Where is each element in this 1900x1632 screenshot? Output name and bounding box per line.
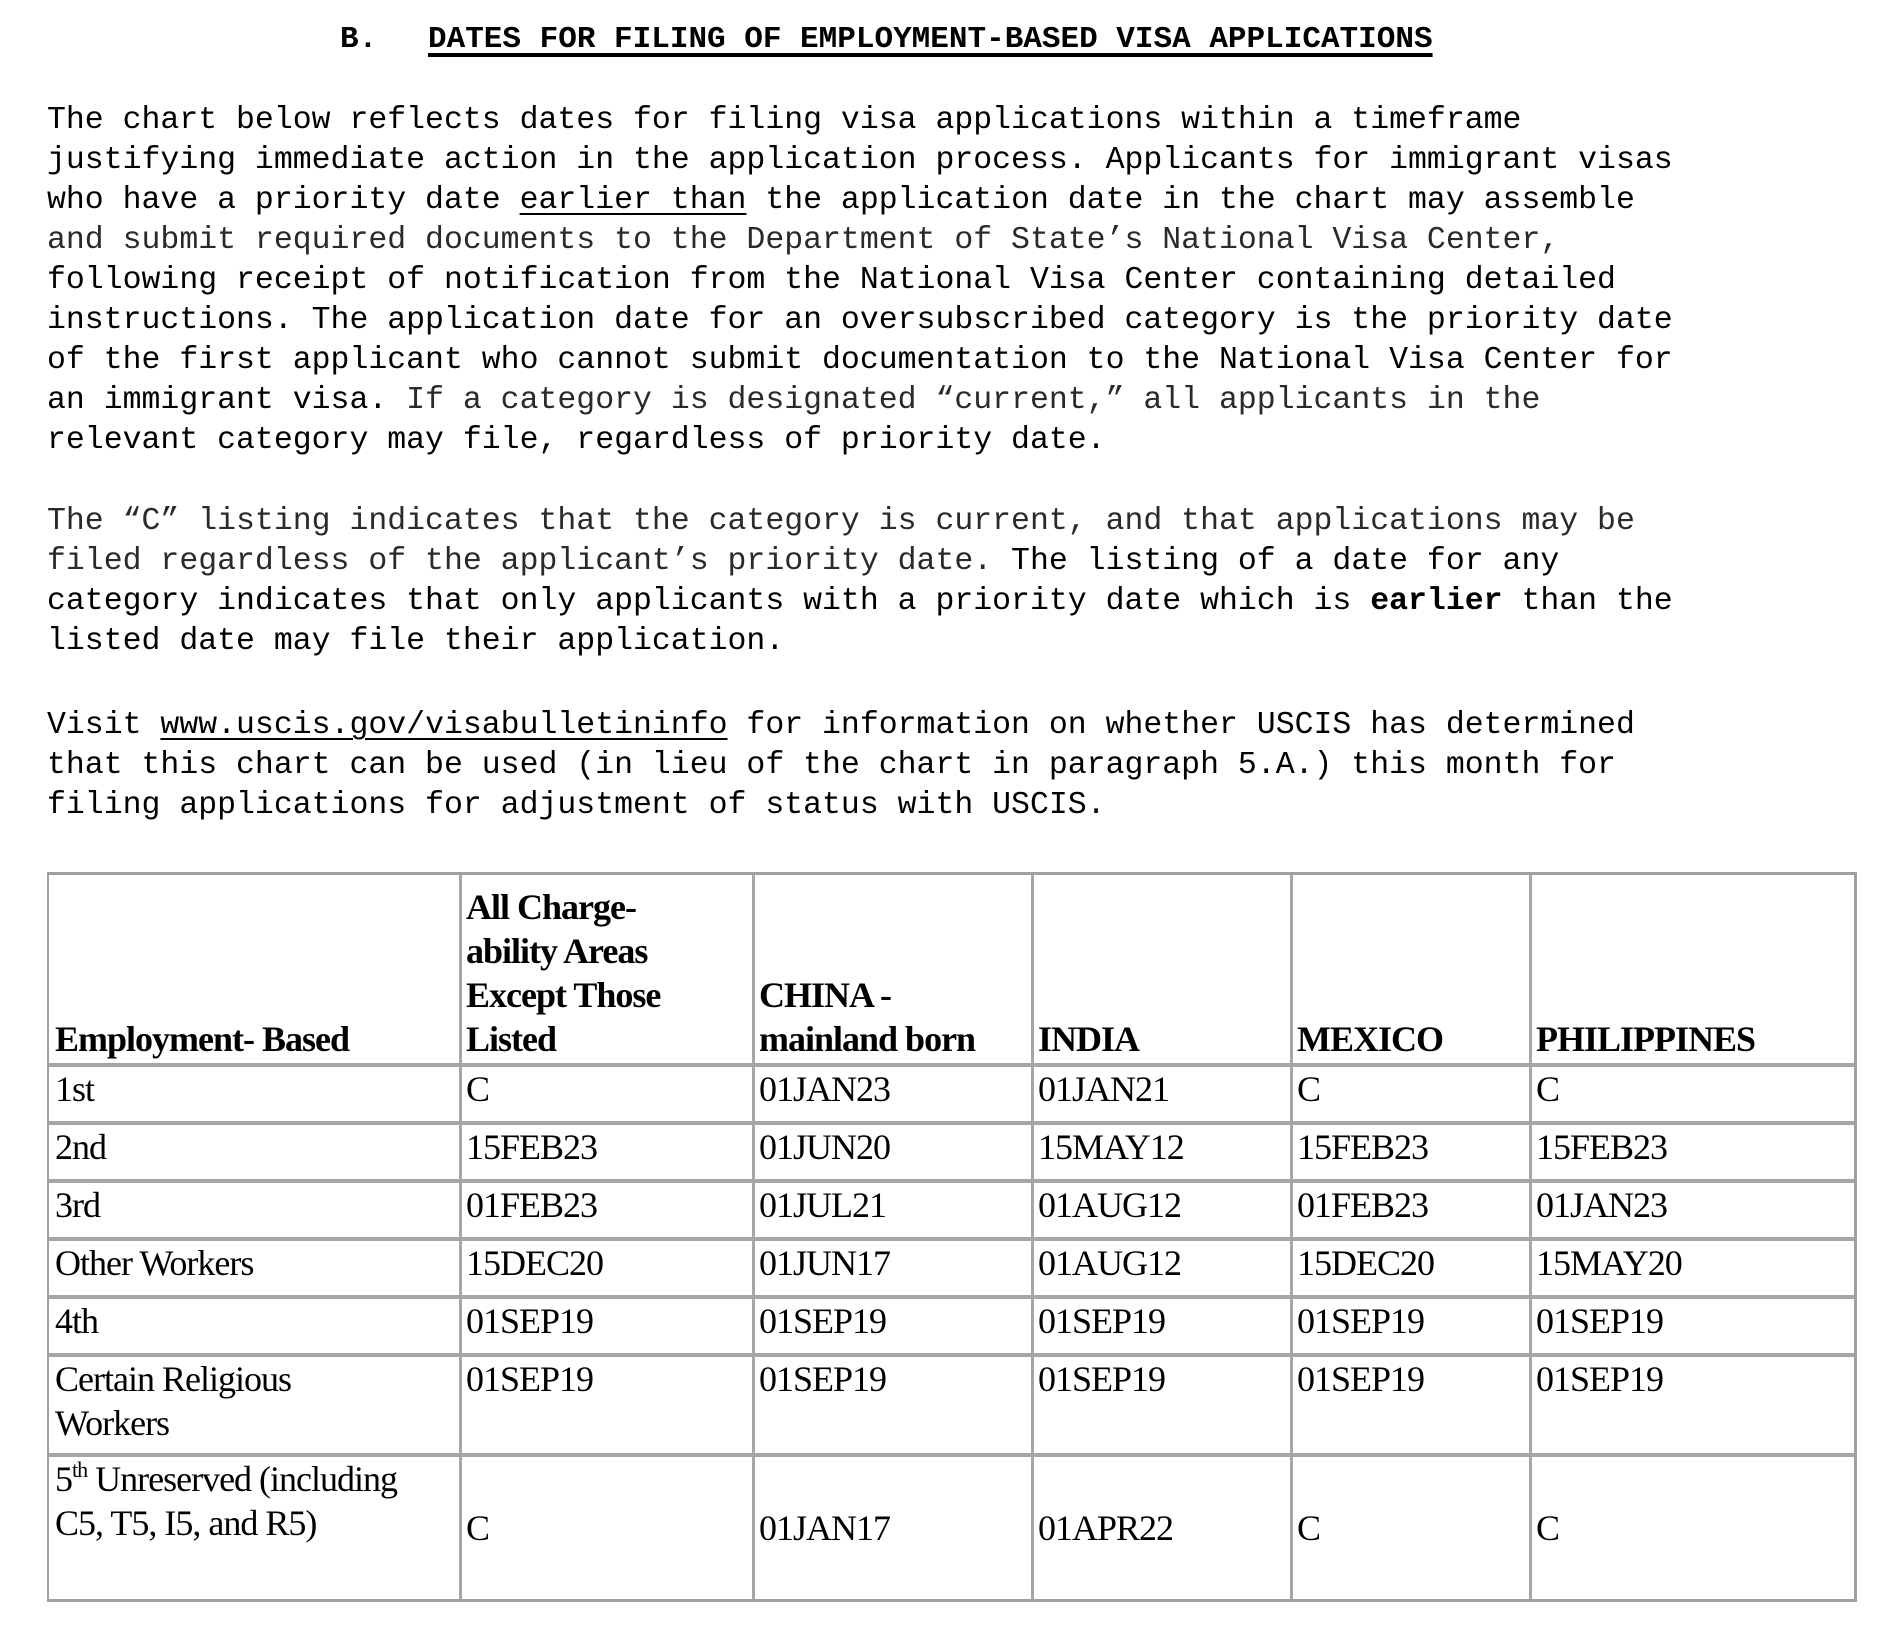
uscis-link[interactable]: www.uscis.gov/visabulletininfo: [160, 708, 728, 743]
table-row: [49, 1299, 1854, 1357]
cell-china: 01SEP19: [755, 1357, 1034, 1457]
uscis-text-suffix: for information on whether USCIS has determined that this chart can be used (in lieu of the chart in paragraph 5.A.) this month for filing applications for adjustment of status with USCIS.: [47, 708, 1635, 823]
cell-philippines: 01SEP19: [1532, 1357, 1854, 1457]
intro-text-5: If a category is designated “current,” all applicants in the: [406, 383, 1541, 418]
header-india: INDIA: [1034, 875, 1293, 1067]
table-row: [49, 1125, 1854, 1183]
intro-text-1: The chart below reflects dates for filing visa applications within a timeframe justifying immediate action in the application process. Applicants for immigrant visas who have a priority date: [47, 103, 1673, 218]
cell-philippines: 01SEP19: [1532, 1299, 1854, 1357]
fifth-label: Unreserved (including C5, T5, I5, and R5): [55, 1459, 398, 1543]
cell-mexico: 15FEB23: [1293, 1125, 1532, 1183]
cell-mexico: C: [1293, 1457, 1532, 1599]
row-category: 2nd: [49, 1125, 462, 1183]
uscis-text-prefix: Visit: [47, 708, 161, 743]
table-row: [49, 1357, 1854, 1457]
cell-philippines: 01JAN23: [1532, 1183, 1854, 1241]
fifth-ordinal-suffix: th: [72, 1457, 88, 1482]
c-listing-paragraph: [47, 502, 1867, 662]
cell-india: 15MAY12: [1034, 1125, 1293, 1183]
section-heading: [340, 20, 1433, 60]
cell-philippines: 15FEB23: [1532, 1125, 1854, 1183]
intro-text-2: the application date in the chart may assemble: [765, 183, 1635, 218]
cell-all-chargeability: 15FEB23: [462, 1125, 755, 1183]
c-listing-text-2: The listing of a date for any category indicates that only applicants with a priority date which is: [47, 544, 1560, 619]
table-row: [49, 1183, 1854, 1241]
cell-philippines: C: [1532, 1067, 1854, 1125]
intro-text-4: following receipt of notification from the National Visa Center containing detailed instructions. The application date for an oversubscribed category is the priority date of the first applicant who cannot submit documentation to the National Visa Center for an immigrant visa.: [47, 263, 1673, 418]
intro-text-3: and submit required documents to the Department of State’s National Visa Center,: [47, 223, 1560, 258]
header-all-chargeability: All Charge- ability Areas Except Those Listed: [462, 875, 755, 1067]
c-listing-bold-text: earlier: [1370, 584, 1503, 619]
cell-all-chargeability: C: [462, 1067, 755, 1125]
cell-india: 01SEP19: [1034, 1357, 1293, 1457]
cell-mexico: C: [1293, 1067, 1532, 1125]
cell-mexico: 01SEP19: [1293, 1299, 1532, 1357]
cell-china: 01JAN17: [755, 1457, 1034, 1599]
cell-china: 01JUN20: [755, 1125, 1034, 1183]
table-row: [49, 1457, 1854, 1599]
cell-india: 01APR22: [1034, 1457, 1293, 1599]
table-row: [49, 1241, 1854, 1299]
row-category: 4th: [49, 1299, 462, 1357]
table-row: [49, 1067, 1854, 1125]
cell-india: 01SEP19: [1034, 1299, 1293, 1357]
fifth-ordinal: 5: [55, 1459, 72, 1499]
intro-underlined-text: earlier than: [519, 183, 747, 218]
c-listing-text-1: The “C” listing indicates that the category is current, and that applications may be filed regardless of the applicant’s priority date.: [47, 504, 1635, 579]
row-category: Certain Religious Workers: [49, 1357, 462, 1457]
intro-text-6: relevant category may file, regardless of priority date.: [47, 423, 1106, 458]
row-category: [49, 1457, 462, 1599]
row-category: 3rd: [49, 1183, 462, 1241]
section-title: DATES FOR FILING OF EMPLOYMENT-BASED VISA APPLICATIONS: [428, 22, 1433, 57]
header-employment-based: Employment- Based: [49, 875, 462, 1067]
employment-based-filing-dates-table: [47, 872, 1857, 1602]
row-category: 1st: [49, 1067, 462, 1125]
cell-mexico: 01FEB23: [1293, 1183, 1532, 1241]
cell-all-chargeability: 01FEB23: [462, 1183, 755, 1241]
row-category: Other Workers: [49, 1241, 462, 1299]
section-label: B.: [340, 22, 378, 57]
uscis-paragraph: [47, 706, 1867, 826]
cell-all-chargeability: 15DEC20: [462, 1241, 755, 1299]
cell-china: 01JAN23: [755, 1067, 1034, 1125]
header-mexico: MEXICO: [1293, 875, 1532, 1067]
table-header-row: [49, 875, 1854, 1067]
cell-all-chargeability: 01SEP19: [462, 1357, 755, 1457]
header-philippines: PHILIPPINES: [1532, 875, 1854, 1067]
cell-india: 01AUG12: [1034, 1241, 1293, 1299]
intro-paragraph: [47, 101, 1867, 461]
cell-all-chargeability: C: [462, 1457, 755, 1599]
cell-india: 01AUG12: [1034, 1183, 1293, 1241]
header-china: CHINA - mainland born: [755, 875, 1034, 1067]
cell-china: 01JUN17: [755, 1241, 1034, 1299]
cell-mexico: 01SEP19: [1293, 1357, 1532, 1457]
cell-china: 01JUL21: [755, 1183, 1034, 1241]
cell-philippines: C: [1536, 1508, 1560, 1548]
c-listing-text-3: than the listed date may file their application.: [47, 584, 1673, 659]
cell-philippines: 15MAY20: [1532, 1241, 1854, 1299]
cell-mexico: 15DEC20: [1293, 1241, 1532, 1299]
cell-all-chargeability: 01SEP19: [462, 1299, 755, 1357]
cell-india: 01JAN21: [1034, 1067, 1293, 1125]
cell-china: 01SEP19: [755, 1299, 1034, 1357]
